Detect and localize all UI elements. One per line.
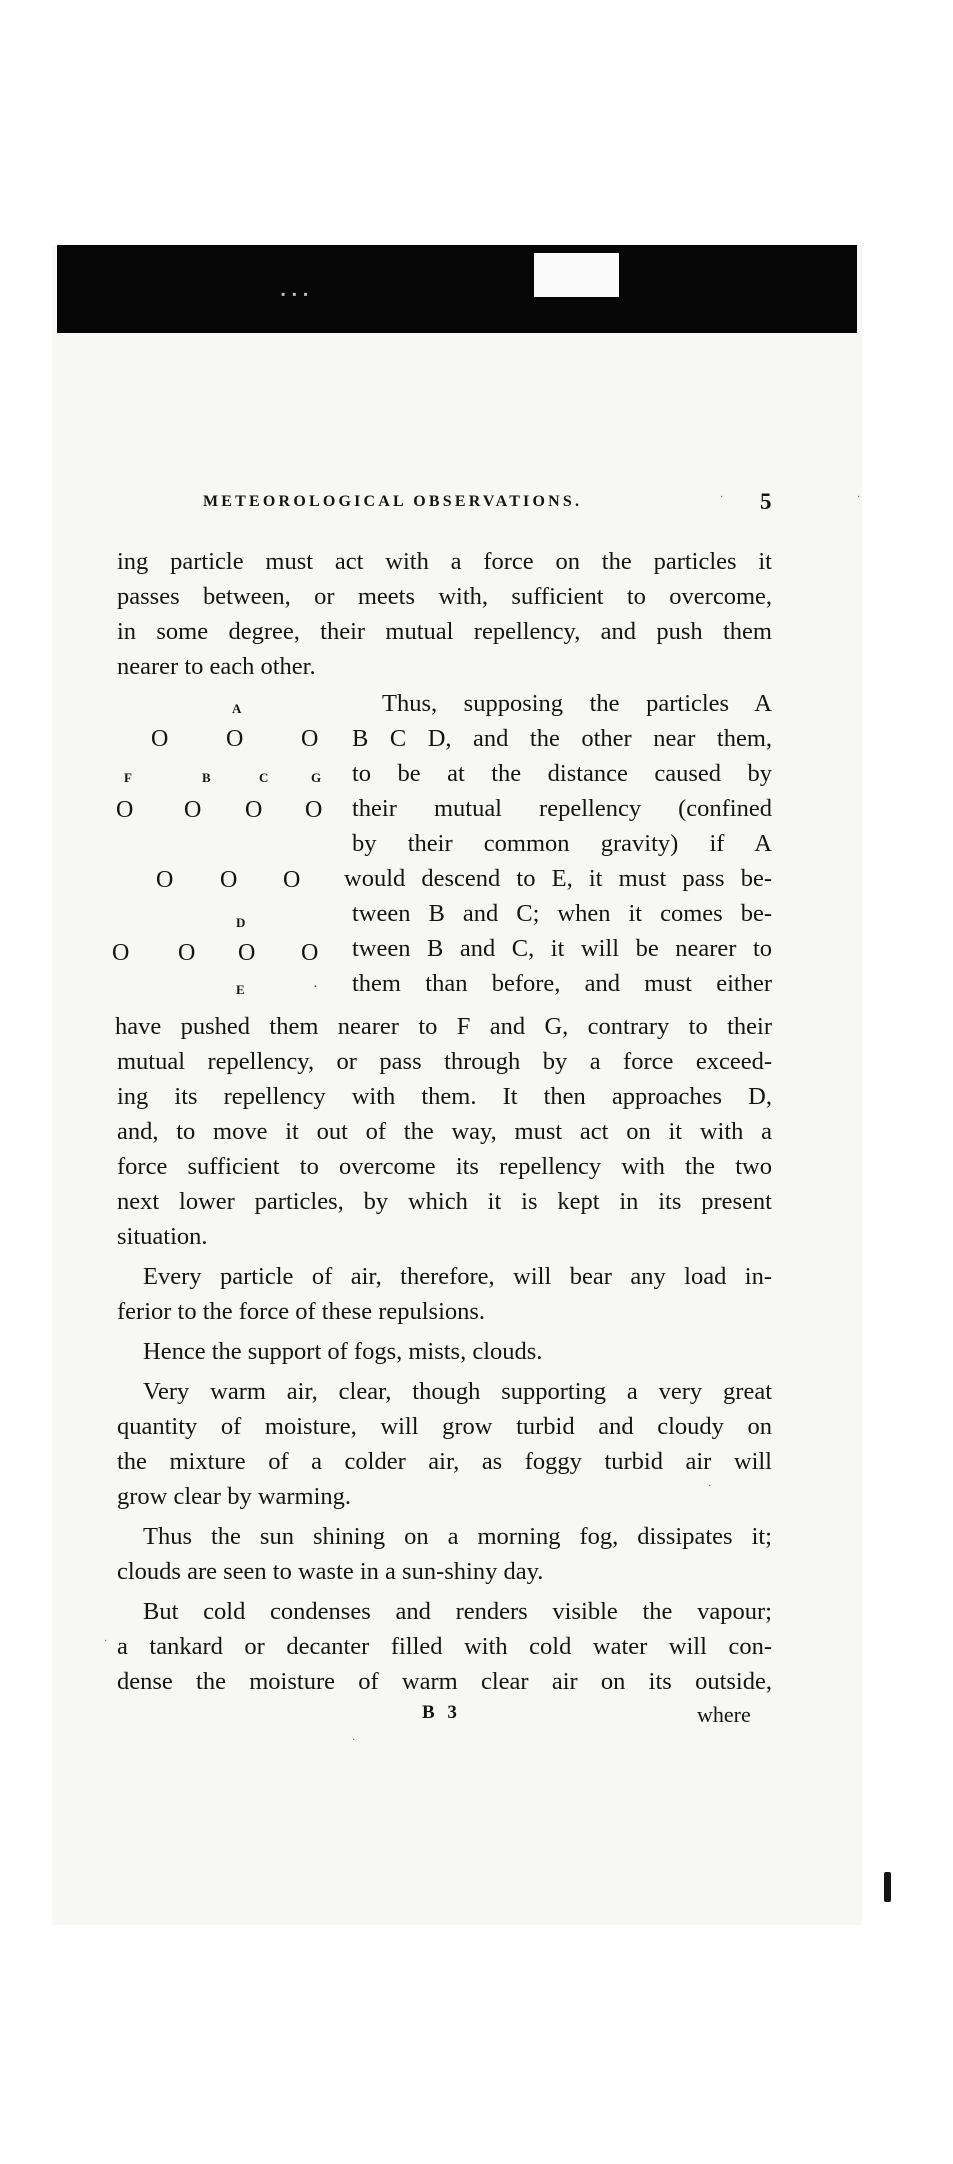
diagram-label-f: F	[124, 770, 133, 785]
text-line: would descend to E, it must pass be-	[344, 865, 772, 892]
ink-speck: ·	[720, 492, 724, 503]
particle: O	[220, 867, 238, 893]
text-line: Every particle of air, therefore, will bear any load in-	[143, 1263, 772, 1290]
ink-speck: ·	[104, 1636, 108, 1647]
running-head: METEOROLOGICAL OBSERVATIONS.	[203, 493, 583, 510]
text-line: force sufficient to overcome its repellency with the two	[117, 1153, 772, 1180]
page-footer	[0, 1702, 953, 1732]
page-number: 5	[760, 489, 772, 514]
text-line: to be at the distance caused by	[352, 760, 772, 787]
text-line: by their common gravity) if A	[352, 830, 772, 857]
text-line: situation.	[117, 1223, 208, 1250]
text-line: Thus, supposing the particles A	[382, 690, 772, 717]
particle: O	[226, 726, 244, 752]
text-line: and, to move it out of the way, must act on it with a	[117, 1118, 772, 1145]
particle: O	[238, 940, 256, 966]
particle: O	[301, 940, 319, 966]
ink-speck: ·	[352, 1735, 356, 1746]
ink-speck: ·	[857, 492, 861, 503]
text-line: ing its repellency with them. It then approaches D,	[117, 1083, 772, 1110]
text-line: their mutual repellency (confined	[352, 795, 772, 822]
particle: O	[156, 867, 174, 893]
catchword: where	[697, 1702, 751, 1727]
text-line: tween B and C; when it comes be-	[352, 900, 772, 927]
text-line: in some degree, their mutual repellency, and push them	[117, 618, 772, 645]
text-line: ing particle must act with a force on the particles it	[117, 548, 772, 575]
text-line: a tankard or decanter filled with cold water will con-	[117, 1633, 772, 1660]
text-line: them than before, and must either	[352, 970, 772, 997]
scan-white-patch	[534, 253, 619, 297]
text-line: ferior to the force of these repulsions.	[117, 1298, 486, 1325]
particle: O	[151, 726, 169, 752]
text-line: Hence the support of fogs, mists, clouds.	[143, 1338, 543, 1365]
text-line: clouds are seen to waste in a sun-shiny day.	[117, 1558, 544, 1585]
scan-edge-mark	[884, 1872, 891, 1902]
particle: O	[301, 726, 319, 752]
text-line: the mixture of a colder air, as foggy turbid air will	[117, 1448, 772, 1475]
scan-specks: ▪ ▪ ▪	[281, 287, 310, 301]
diagram-label-a: A	[232, 701, 243, 716]
text-line: dense the moisture of warm clear air on its outside,	[117, 1668, 772, 1695]
text-line: quantity of moisture, will grow turbid and cloudy on	[117, 1413, 772, 1440]
diagram-label-d: D	[236, 915, 247, 930]
text-line: nearer to each other.	[117, 653, 316, 680]
text-line: But cold condenses and renders visible the vapour;	[143, 1598, 772, 1625]
text-line: Very warm air, clear, though supporting a very great	[143, 1378, 772, 1405]
scan-black-bar	[57, 245, 857, 333]
ink-speck: ·	[313, 980, 318, 995]
particle: O	[305, 797, 323, 823]
diagram-label-c: C	[259, 770, 270, 785]
particle: O	[116, 797, 134, 823]
text-line: mutual repellency, or pass through by a force exceed-	[117, 1048, 772, 1075]
ink-speck: ·	[708, 1481, 712, 1492]
particle: O	[245, 797, 263, 823]
signature-mark: B 3	[422, 1702, 461, 1723]
diagram-label-g: G	[311, 770, 323, 785]
diagram-label-e: E	[236, 982, 246, 997]
text-line: tween B and C, it will be nearer to	[352, 935, 772, 962]
text-line: Thus the sun shining on a morning fog, dissipates it;	[143, 1523, 772, 1550]
text-line: grow clear by warming.	[117, 1483, 352, 1510]
text-line: next lower particles, by which it is kept in its present	[117, 1188, 772, 1215]
page-header	[0, 489, 953, 523]
text-line: have pushed them nearer to F and G, contrary to their	[115, 1013, 772, 1040]
particle: O	[184, 797, 202, 823]
text-line: passes between, or meets with, sufficient to overcome,	[117, 583, 772, 610]
particle: O	[283, 867, 301, 893]
particle: O	[112, 940, 130, 966]
text-line: B C D, and the other near them,	[352, 725, 772, 752]
diagram-label-b: B	[202, 770, 212, 785]
particle: O	[178, 940, 196, 966]
